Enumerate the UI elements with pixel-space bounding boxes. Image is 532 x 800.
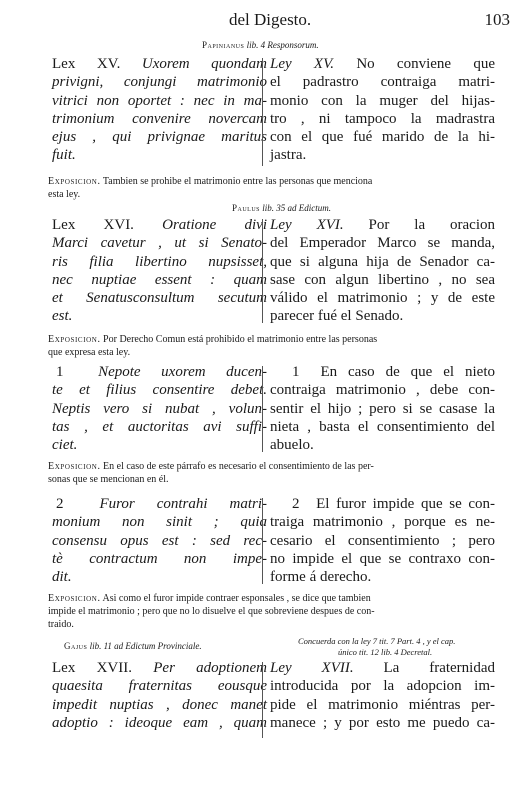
exposition-label: Exposicion. — [48, 593, 101, 604]
page-number: 103 — [484, 10, 510, 29]
exposition-lex-xv: Exposicion. Tambien se prohibe el matrimonio entre las personas que menciona esta ley. — [48, 176, 373, 200]
latin-text-paragraph-1: 1 Nepote uxorem ducen- te et filius consentire debet. Neptis vero si nubat , volun- tas , et auctoritas avi suffi- ciet. — [52, 364, 267, 454]
exposition-paragraph-1: Exposicion. En el caso de este párrafo es necesario el consentimiento de las per- sonas que se mencionan en él. — [48, 461, 374, 485]
running-title: del Digesto. — [229, 10, 312, 29]
column-divider — [262, 366, 263, 452]
paragraph-number: 2 — [56, 496, 64, 512]
spanish-text-paragraph-1: 1 En caso de que el nieto contraiga matrimonio , debe con- sentir el hijo ; pero si se casase la nieta , basta el consentimiento del abuelo. — [270, 364, 496, 454]
latin-text-lex-xvi: Lex XVI. Oratione divi Marci cavetur , ut si Senato- ris filia libertino nupsisset, nec nuptiae essent : quam et Senatusconsultum secutum est. — [52, 217, 267, 325]
spanish-text-paragraph-2: 2 El furor impide que se con- traiga matrimonio , porque es ne- cesario el consentimiento ; pero no impide el que se contraxo con- forme á derecho. — [270, 496, 496, 586]
latin-text-lex-xv: Lex XV. Uxorem quondam privigni, conjungi matrimonio vitrici non oportet : nec in ma- trimonium convenire novercam ejus , qui privignae maritus fuit. — [52, 56, 267, 164]
column-divider — [262, 662, 263, 738]
latin-text-lex-xvii: Lex XVII. Per adoptionem quaesita fraternitas eousque impedit nuptias , donec manet adoptio : ideoque eam , quam — [52, 660, 268, 731]
latin-text-paragraph-2: 2 Furor contrahi matri- monium non sinit ; quia consensu opus est : sed rec- tè contractum non impe- dit. — [52, 496, 267, 586]
paragraph-number: 1 — [56, 364, 64, 380]
concordance-note: Concuerda con la ley 7 tit. 7 Part. 4 , y el cap. único tit. 12 lib. 4 Decretal. — [298, 636, 456, 657]
paragraph-number: 1 — [292, 364, 300, 380]
paragraph-number: 2 — [292, 496, 300, 512]
exposition-paragraph-2: Exposicion. Asi como el furor impide contraer esponsales , se dice que tambien impide el matrimonio ; pero que no lo disuelve el que sobreviene despues de con- traido. — [48, 593, 375, 630]
exposition-label: Exposicion. — [48, 176, 101, 187]
exposition-label: Exposicion. — [48, 334, 101, 345]
exposition-lex-xvi: Exposicion. Por Derecho Comun está prohibido el matrimonio entre las personas que expresa esta ley. — [48, 334, 378, 358]
law-number-latin: Lex XVII. — [52, 660, 132, 676]
page-header — [0, 10, 532, 34]
law-number-latin: Lex XVI. — [52, 217, 134, 233]
law-number-latin: Lex XV. — [52, 56, 121, 72]
exposition-label: Exposicion. — [48, 461, 101, 472]
spanish-text-ley-xv: Ley XV. No conviene que el padrastro contraiga matri- monio con la muger del hijas- tro , ni tampoco la madrastra con el que fué marido de la hi- jastra. — [270, 56, 495, 164]
law-number-spanish: Ley XVII. — [270, 660, 354, 676]
law-number-spanish: Ley XVI. — [270, 217, 344, 233]
attribution-gajus: Gajus lib. 11 ad Edictum Provinciale. — [64, 641, 202, 651]
attribution-papinianus: Papinianus lib. 4 Responsorum. — [202, 40, 319, 50]
column-divider — [262, 58, 263, 166]
column-divider — [262, 498, 263, 584]
attribution-paulus: Paulus lib. 35 ad Edictum. — [232, 203, 332, 213]
law-number-spanish: Ley XV. — [270, 56, 335, 72]
column-divider — [262, 219, 263, 323]
spanish-text-ley-xvii: Ley XVII. La fraternidad introducida por la adopcion im- pide el matrimonio miéntras per- manece ; y por esto me puedo ca- — [270, 660, 495, 731]
spanish-text-ley-xvi: Ley XVI. Por la oracion del Emperador Marco se manda, que si alguna hija de Senador ca- sase con algun libertino , no sea válido el matrimonio ; y de este parecer fué el Senado. — [270, 217, 495, 325]
